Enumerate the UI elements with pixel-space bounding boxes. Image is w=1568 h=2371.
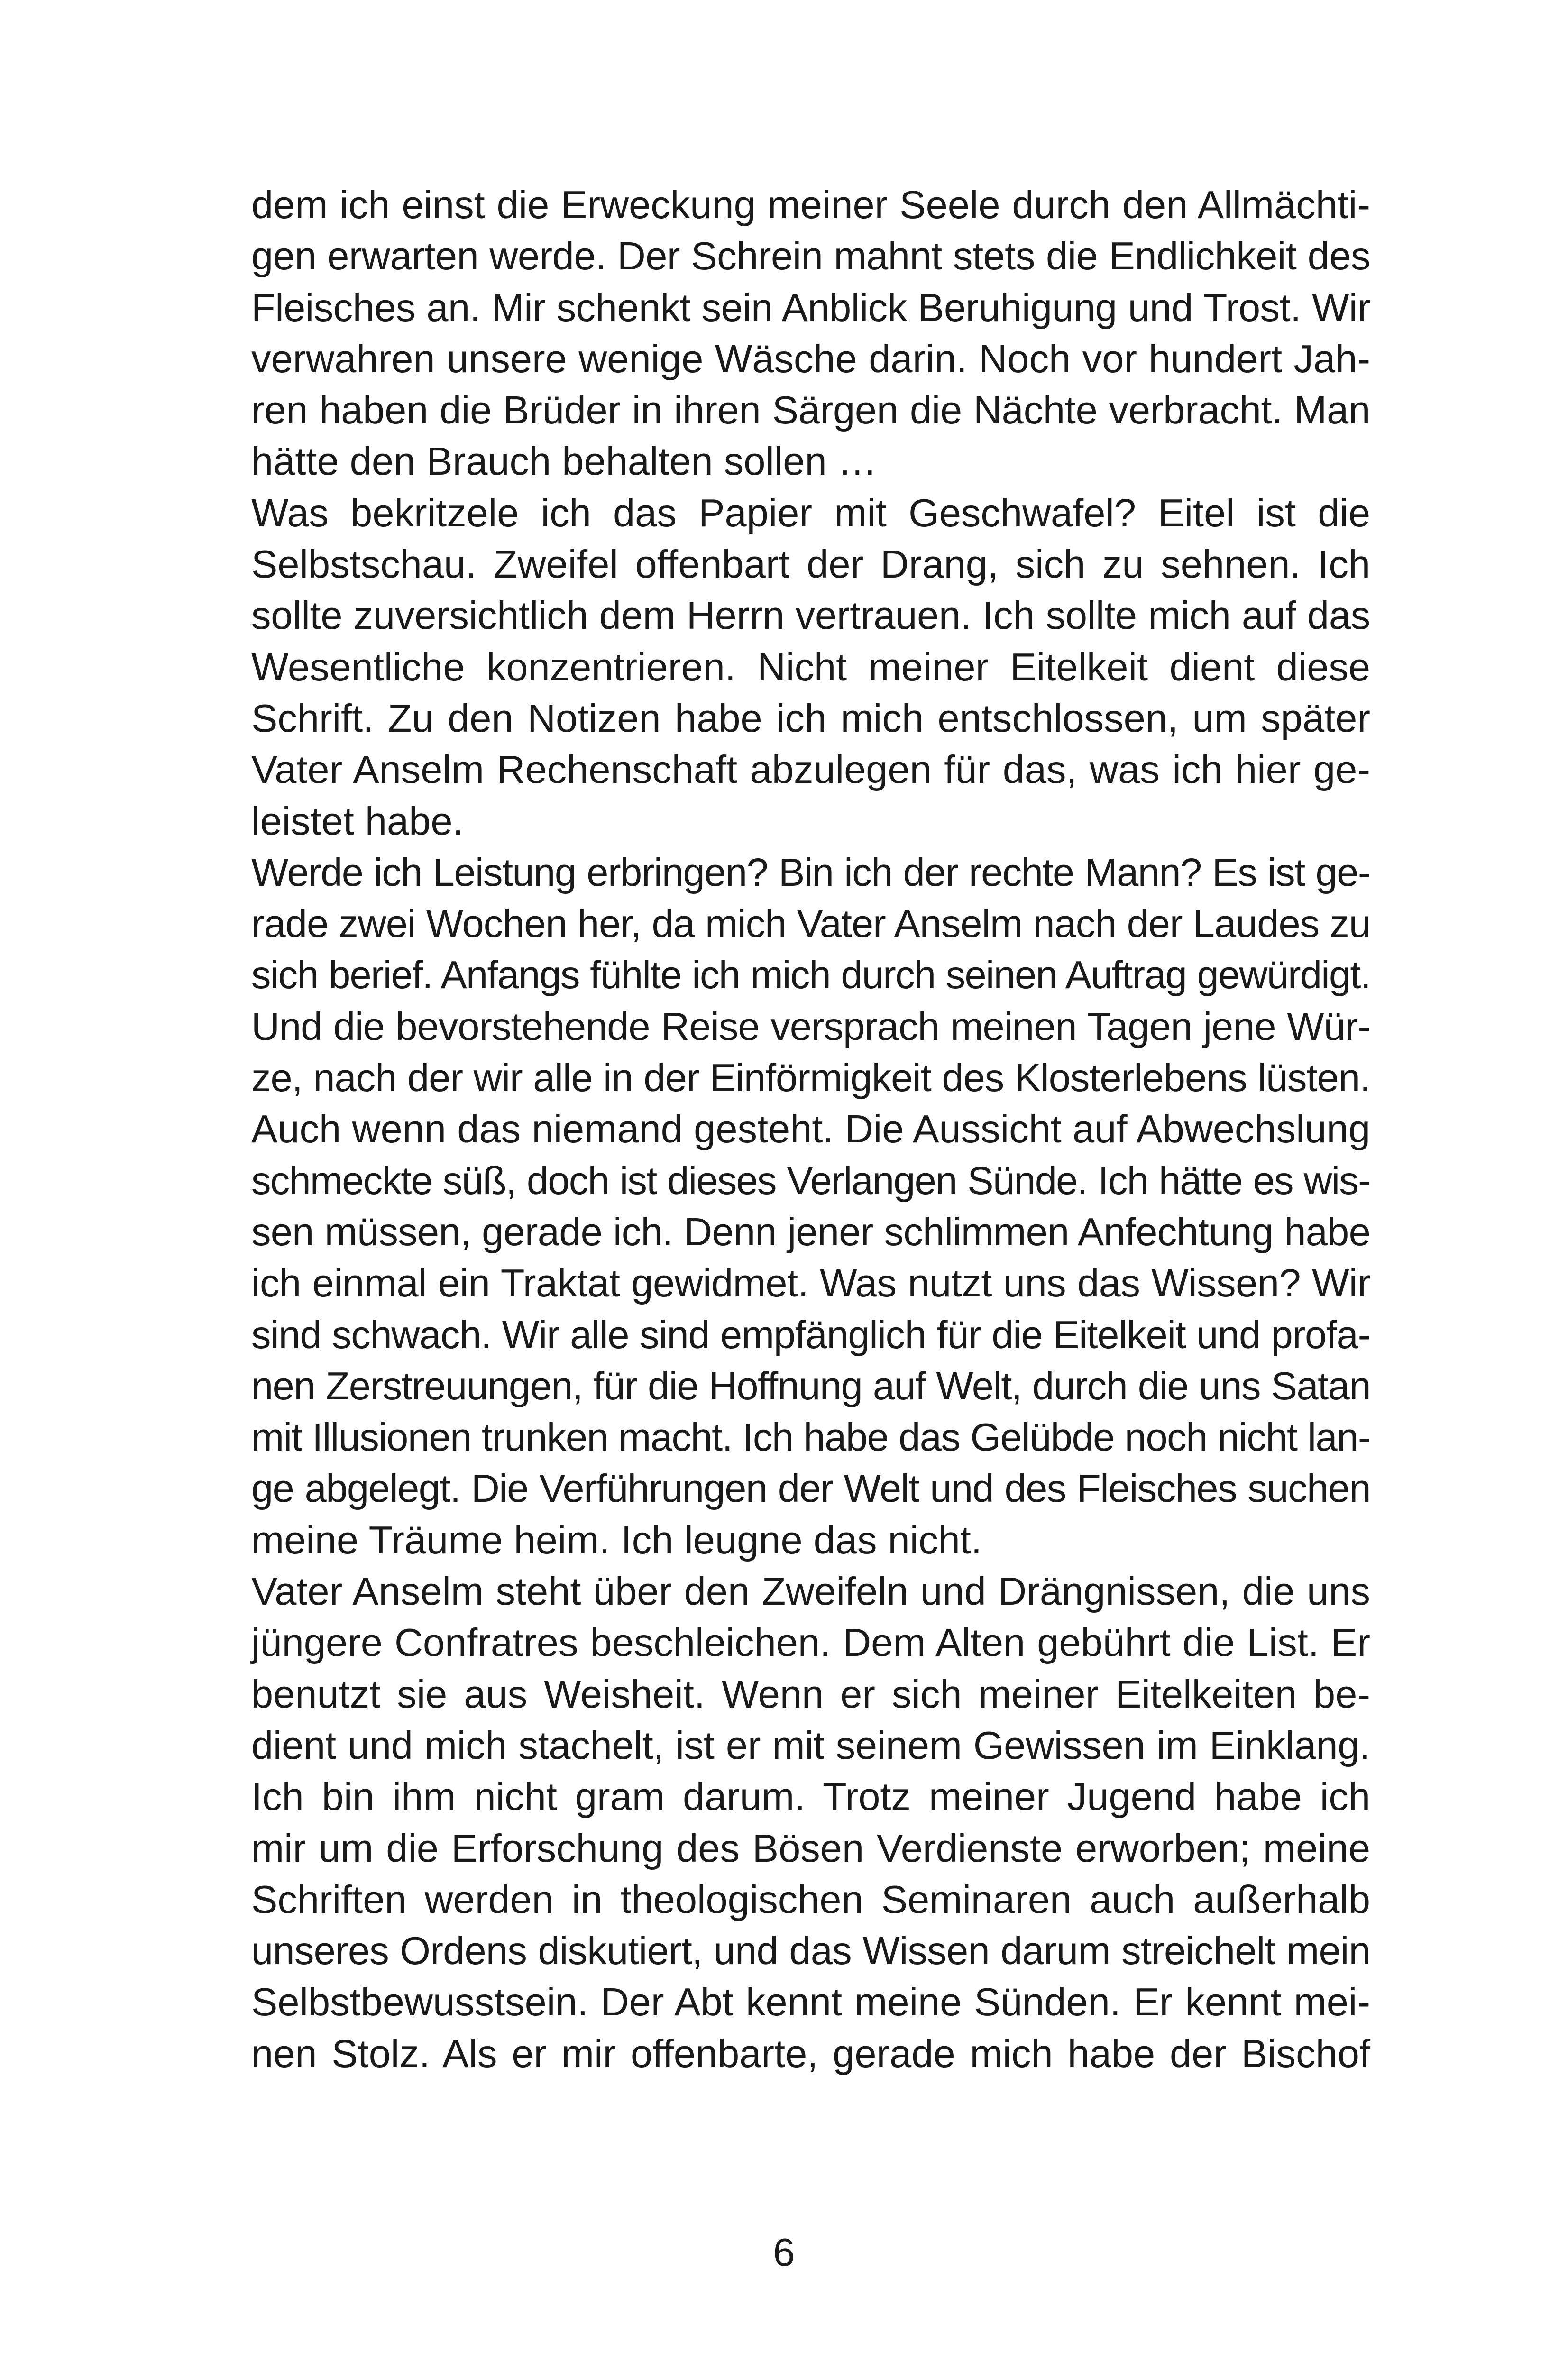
text-line: Was bekritzele ich das Papier mit Geschwafel? Eitel ist die [251, 490, 1370, 535]
page-body-text [251, 179, 1370, 2079]
text-line: Vater Anselm steht über den Zweifeln und Drängnissen, die uns [251, 1569, 1370, 1614]
text-line: sen müssen, gerade ich. Denn jener schlimmen Anfechtung habe [251, 1209, 1370, 1254]
text-line: Auch wenn das niemand gesteht. Die Aussicht auf Abwechslung [251, 1107, 1370, 1151]
text-line: Und die bevorstehende Reise versprach meinen Tagen jene Wür- [251, 1004, 1370, 1048]
text-line: dient und mich stachelt, ist er mit seinem Gewissen im Einklang. [251, 1723, 1370, 1767]
text-line: dem ich einst die Erweckung meiner Seele durch den Allmächti- [251, 183, 1370, 227]
text-line: nen Stolz. Als er mir offenbarte, gerade mich habe der Bischof [251, 2031, 1370, 2076]
text-line: Selbstschau. Zweifel offenbart der Drang, sich zu sehnen. Ich [251, 542, 1370, 587]
text-line: benutzt sie aus Weisheit. Wenn er sich meiner Eitelkeiten be- [251, 1672, 1370, 1716]
text-line: ich einmal ein Traktat gewidmet. Was nutzt uns das Wissen? Wir [251, 1261, 1370, 1305]
text-line: leistet habe. [251, 799, 464, 843]
text-line: hätte den Brauch behalten sollen … [251, 439, 877, 484]
text-line: sind schwach. Wir alle sind empfänglich für die Eitelkeit und profa- [251, 1312, 1370, 1357]
text-line: mir um die Erforschung des Bösen Verdienste erworben; meine [251, 1826, 1370, 1870]
text-line: Fleisches an. Mir schenkt sein Anblick Beruhigung und Trost. Wir [251, 285, 1370, 330]
text-line: gen erwarten werde. Der Schrein mahnt stets die Endlichkeit des [251, 234, 1370, 278]
text-line: jüngere Confratres beschleichen. Dem Alten gebührt die List. Er [251, 1620, 1370, 1665]
text-line: ge abgelegt. Die Verführungen der Welt und des Fleisches suchen [251, 1466, 1370, 1511]
text-line: verwahren unsere wenige Wäsche darin. Noch vor hundert Jah- [251, 336, 1370, 381]
text-line: mit Illusionen trunken macht. Ich habe das Gelübde noch nicht lan- [251, 1415, 1370, 1460]
text-line: unseres Ordens diskutiert, und das Wissen darum streichelt mein [251, 1929, 1370, 1973]
text-line: sollte zuversichtlich dem Herrn vertrauen. Ich sollte mich auf das [251, 593, 1370, 638]
text-line: ren haben die Brüder in ihren Särgen die Nächte verbracht. Man [251, 388, 1370, 432]
text-line: Wesentliche konzentrieren. Nicht meiner Eitelkeit dient diese [251, 644, 1370, 689]
text-line: sich berief. Anfangs fühlte ich mich durch seinen Auftrag gewürdigt. [251, 953, 1370, 997]
text-line: nen Zerstreuungen, für die Hoffnung auf Welt, durch die uns Satan [251, 1363, 1370, 1408]
text-line: Vater Anselm Rechenschaft abzulegen für das, was ich hier ge- [251, 747, 1370, 792]
text-line: Selbstbewusstsein. Der Abt kennt meine Sünden. Er kennt mei- [251, 1980, 1370, 2024]
text-line: Werde ich Leistung erbringen? Bin ich der rechte Mann? Es ist ge- [251, 850, 1370, 894]
text-line: Schrift. Zu den Notizen habe ich mich entschlossen, um später [251, 696, 1370, 740]
text-line: meine Träume heim. Ich leugne das nicht. [251, 1517, 982, 1562]
text-line: rade zwei Wochen her, da mich Vater Anselm nach der Laudes zu [251, 901, 1370, 946]
text-line: Schriften werden in theologischen Seminaren auch außerhalb [251, 1877, 1370, 1921]
text-line: Ich bin ihm nicht gram darum. Trotz meiner Jugend habe ich [251, 1774, 1370, 1819]
text-line: ze, nach der wir alle in der Einförmigkeit des Klosterlebens lüsten. [251, 1056, 1370, 1100]
page-number: 6 [773, 2230, 795, 2274]
text-line: schmeckte süß, doch ist dieses Verlangen Sünde. Ich hätte es wis- [251, 1158, 1370, 1203]
